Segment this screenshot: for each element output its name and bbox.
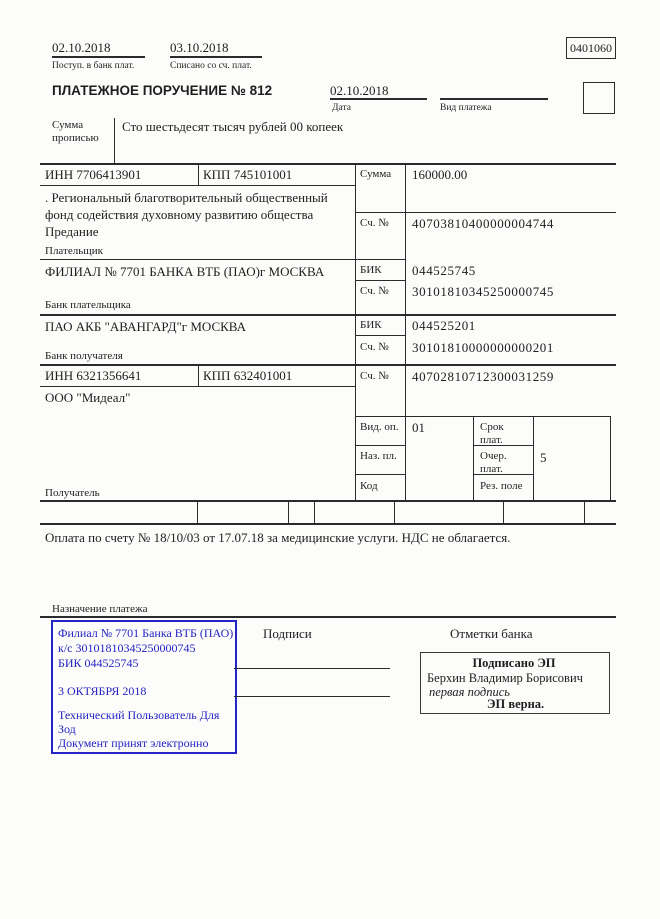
payer-inn: ИНН 7706413901 <box>45 167 142 182</box>
payment-priority-label: Очер. плат. <box>480 450 507 475</box>
payer-bank-label: Банк плательщика <box>45 299 131 311</box>
esign-title: Подписано ЭП <box>472 656 556 670</box>
divider <box>40 163 616 165</box>
stamp-bik: БИК 044525745 <box>58 656 139 670</box>
beneficiary-bank-label: Банк получателя <box>45 350 123 362</box>
payment-purpose-code-label: Наз. пл. <box>360 450 397 462</box>
divider <box>584 501 585 523</box>
divider <box>503 501 504 523</box>
payment-term-label: Срок плат. <box>480 421 504 446</box>
beneficiary-bank-account: 30101810000000000201 <box>412 340 554 355</box>
divider <box>355 163 356 500</box>
payer-name-line: Предание <box>45 224 99 239</box>
bank-marks-label: Отметки банка <box>450 626 533 641</box>
divider <box>40 364 616 366</box>
divider <box>405 163 406 500</box>
sum-label: Сумма <box>360 168 392 180</box>
beneficiary-account-label: Сч. № <box>360 370 389 382</box>
signatures-label: Подписи <box>263 626 312 641</box>
payer-bank-account: 30101810345250000745 <box>412 284 554 299</box>
signature-line <box>234 668 390 669</box>
stamp-bank-name: Филиал № 7701 Банка ВТБ (ПАО) <box>58 626 234 640</box>
payment-purpose-label: Назначение платежа <box>52 603 148 615</box>
document-title: ПЛАТЕЖНОЕ ПОРУЧЕНИЕ № 812 <box>52 83 273 98</box>
operation-type-label: Вид. оп. <box>360 421 399 433</box>
divider <box>355 474 405 475</box>
divider <box>52 56 145 58</box>
payer-name-line: . Региональный благотворительный общественный <box>45 190 328 205</box>
divider <box>40 314 616 316</box>
divider <box>355 445 405 446</box>
received-in-bank-date: 02.10.2018 <box>52 40 111 55</box>
esign-signer: Берхин Владимир Борисович <box>427 671 583 685</box>
payer-name-line: фонд содействия духовному развитию общества <box>45 207 314 222</box>
divider <box>40 185 355 186</box>
payer-account-label: Сч. № <box>360 217 389 229</box>
debited-date: 03.10.2018 <box>170 40 229 55</box>
amount-words-label: Сумма прописью <box>52 119 99 144</box>
divider <box>198 163 199 185</box>
divider <box>40 500 616 502</box>
divider <box>355 280 405 281</box>
date-label: Дата <box>332 103 351 113</box>
stamp-accepted-note: Документ принят электронно <box>58 736 209 750</box>
signature-line <box>234 696 390 697</box>
received-in-bank-label: Поступ. в банк плат. <box>52 61 135 71</box>
stamp-date: 3 ОКТЯБРЯ 2018 <box>58 684 147 698</box>
reserve-field-label: Рез. поле <box>480 480 523 492</box>
operation-type-value: 01 <box>412 420 425 435</box>
beneficiary-kpp: КПП 632401001 <box>203 368 293 383</box>
divider <box>197 501 198 523</box>
document-date: 02.10.2018 <box>330 83 389 98</box>
form-code: 0401060 <box>570 41 612 55</box>
payer-bank-account-label: Сч. № <box>360 285 389 297</box>
divider <box>394 501 395 523</box>
payment-purpose-text: Оплата по счету № 18/10/03 от 17.07.18 за медицинские услуги. НДС не облагается. <box>45 530 511 545</box>
payer-bank-name: ФИЛИАЛ № 7701 БАНКА ВТБ (ПАО)г МОСКВА <box>45 264 325 279</box>
debited-label: Списано со сч. плат. <box>170 61 252 71</box>
divider <box>533 416 534 500</box>
beneficiary-account: 40702810712300031259 <box>412 369 554 384</box>
beneficiary-name: ООО "Мидеал" <box>45 390 131 405</box>
divider <box>40 259 405 260</box>
payer-bank-bik-label: БИК <box>360 264 382 276</box>
payer-bank-bik: 044525745 <box>412 263 476 278</box>
beneficiary-bank-account-label: Сч. № <box>360 341 389 353</box>
sum-value: 160000.00 <box>412 167 468 182</box>
divider <box>355 212 616 213</box>
divider <box>114 118 115 163</box>
payment-kind-underline <box>440 98 548 100</box>
divider <box>473 416 474 500</box>
divider <box>288 501 289 523</box>
form-code-box <box>566 37 616 59</box>
esign-verified: ЭП верна. <box>487 697 545 711</box>
divider <box>40 523 616 525</box>
divider <box>40 386 355 387</box>
payment-kind-box <box>583 82 615 114</box>
divider <box>330 98 427 100</box>
beneficiary-label: Получатель <box>45 487 100 499</box>
payer-account: 40703810400000004744 <box>412 216 554 231</box>
amount-words-value: Сто шестьдесят тысяч рублей 00 копеек <box>122 119 344 134</box>
payer-kpp: КПП 745101001 <box>203 167 293 182</box>
beneficiary-inn: ИНН 6321356641 <box>45 368 142 383</box>
payer-label: Плательщик <box>45 245 103 257</box>
esign-type: первая подпись <box>429 685 510 699</box>
divider <box>314 501 315 523</box>
divider <box>170 56 262 58</box>
divider <box>40 616 616 618</box>
divider <box>610 416 611 500</box>
payment-kind-label: Вид платежа <box>440 103 492 113</box>
payment-priority-value: 5 <box>540 450 547 465</box>
stamp-user: Технический Пользователь Для Зод <box>58 708 220 736</box>
divider <box>355 335 405 336</box>
beneficiary-bank-name: ПАО АКБ "АВАНГАРД"г МОСКВА <box>45 319 247 334</box>
stamp-corr-account: к/с 30101810345250000745 <box>58 641 196 655</box>
divider <box>198 365 199 386</box>
beneficiary-bank-bik-label: БИК <box>360 319 382 331</box>
divider <box>355 416 611 417</box>
beneficiary-bank-bik: 044525201 <box>412 318 476 333</box>
code-label: Код <box>360 480 378 492</box>
